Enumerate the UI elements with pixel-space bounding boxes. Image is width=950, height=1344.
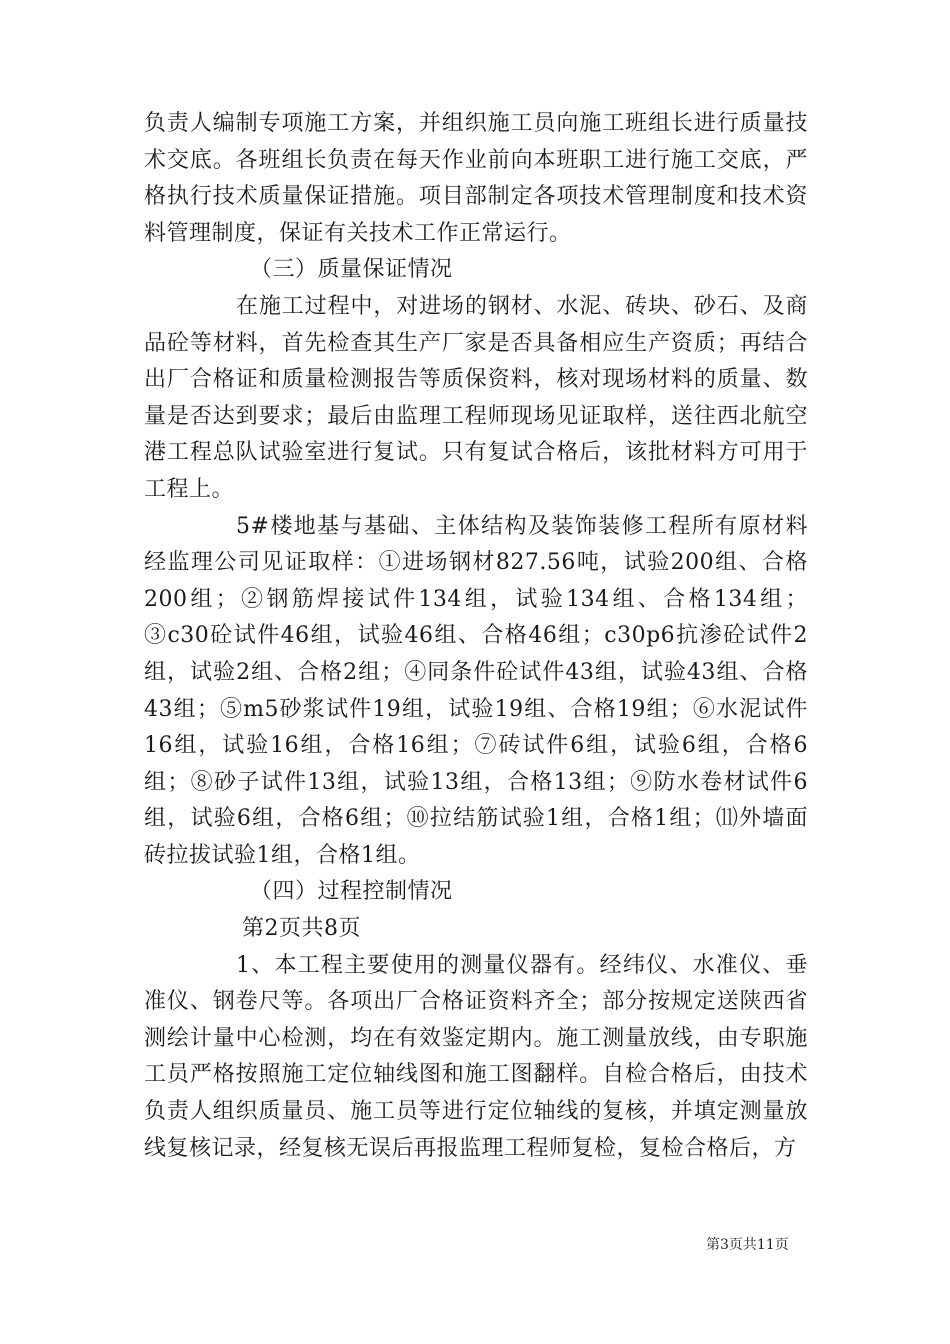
section-heading-quality-assurance: （三）质量保证情况 (250, 257, 453, 283)
inline-page-reference: 第2页共8页 (242, 916, 361, 942)
page-footer: 第3页共11页 (706, 1237, 789, 1253)
paragraph-technical-briefing: 负责人编制专项施工方案，并组织施工员向施工班组长进行质量技术交底。各班组长负责在每天作业前向本班职工进行施工交底，严格执行技术质量保证措施。项目部制定各项技术管理制度和技术资料管理制度，保证有关技术工作正常运行。 (144, 111, 808, 246)
document-body (144, 106, 808, 1167)
paragraph-survey-instruments: 1、本工程主要使用的测量仪器有。经纬仪、水准仪、垂准仪、钢卷尺等。各项出厂合格证资料齐全；部分按规定送陕西省测绘计量中心检测，均在有效鉴定期内。施工测量放线，由专职施工员严格按照施工定位轴线图和施工图翻样。自检合格后，由技术负责人组织质量员、施工员等进行定位轴线的复核，并填定测量放线复核记录，经复核无误后再报监理工程师复检，复检合格后，方 (144, 952, 808, 1161)
paragraph-material-inspection: 在施工过程中，对进场的钢材、水泥、砖块、砂石、及商品砼等材料，首先检查其生产厂家是否具备相应生产资质；再结合出厂合格证和质量检测报告等质保资料，核对现场材料的质量、数量是否达到要求；最后由监理工程师现场见证取样，送往西北航空港工程总队试验室进行复试。只有复试合格后，该批材料方可用于工程上。 (144, 293, 808, 502)
paragraph-sampling-results: 5#楼地基与基础、主体结构及装饰装修工程所有原材料经监理公司见证取样：①进场钢材827.56吨，试验200组、合格200组；②钢筋焊接试件134组，试验134组、合格134组；③c30砼试件46组，试验46组、合格46组；c30p6抗渗砼试件2组，试验2组、合格2组；④同条件砼试件43组，试验43组、合格43组；⑤m5砂浆试件19组，试验19组、合格19组；⑥水泥试件16组，试验16组，合格16组；⑦砖试件6组，试验6组，合格6组；⑧砂子试件13组，试验13组，合格13组；⑨防水卷材试件6组，试验6组，合格6组；⑩拉结筋试验1组，合格1组；⑾外墙面砖拉拔试验1组，合格1组。 (144, 513, 808, 868)
section-heading-process-control: （四）过程控制情况 (250, 879, 453, 905)
